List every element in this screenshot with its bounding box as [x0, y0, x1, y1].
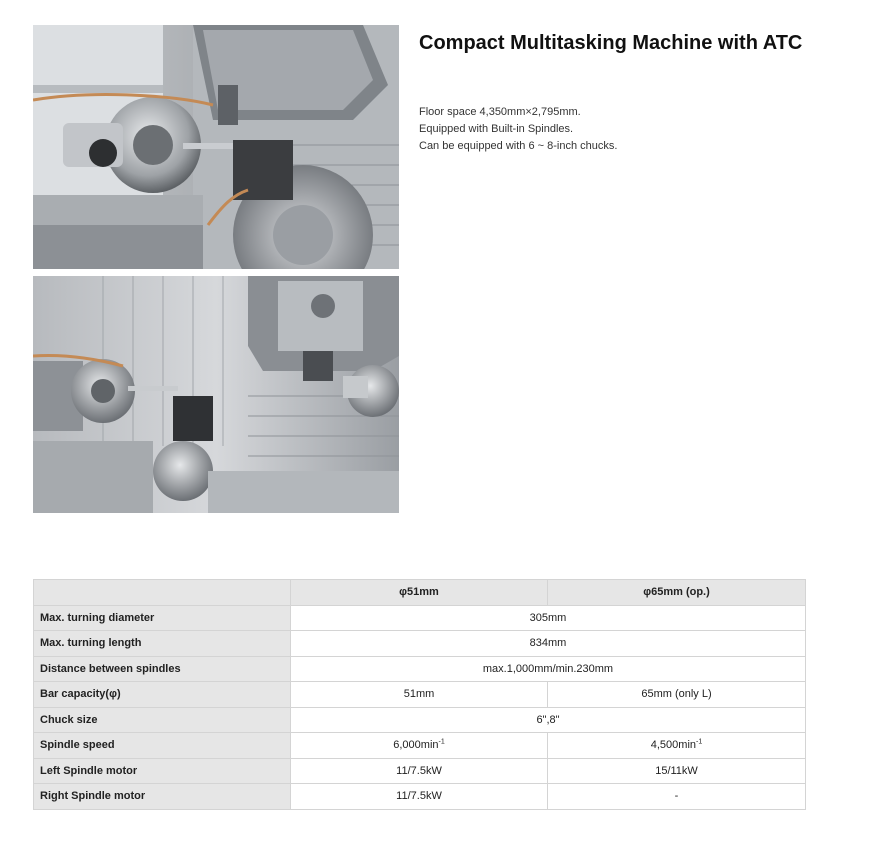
spec-label: Distance between spindles	[34, 656, 291, 682]
spec-value: 6",8"	[291, 707, 806, 733]
spec-label: Right Spindle motor	[34, 784, 291, 810]
spec-value: 15/11kW	[548, 758, 806, 784]
spec-value-exponent: -1	[438, 738, 445, 746]
table-row	[34, 682, 806, 708]
table-row	[34, 733, 806, 759]
table-row	[34, 784, 806, 810]
feature-floor-space: Floor space 4,350mm×2,795mm.	[419, 106, 581, 118]
spec-header-phi51: φ51mm	[291, 580, 548, 606]
spec-label: Spindle speed	[34, 733, 291, 759]
spec-header-corner	[34, 580, 291, 606]
spec-value-text: 6,000min	[393, 739, 439, 752]
spec-value: 11/7.5kW	[291, 758, 548, 784]
spec-value: -	[548, 784, 806, 810]
table-row	[34, 758, 806, 784]
spec-table	[33, 579, 806, 810]
spec-label: Max. turning length	[34, 631, 291, 657]
spec-label: Max. turning diameter	[34, 605, 291, 631]
spec-value: 51mm	[291, 682, 548, 708]
product-features	[419, 104, 859, 155]
spec-value: 65mm (only L)	[548, 682, 806, 708]
feature-chucks: Can be equipped with 6 ~ 8-inch chucks.	[419, 140, 618, 152]
spec-value: 305mm	[291, 605, 806, 631]
spec-header-phi65: φ65mm (op.)	[548, 580, 806, 606]
spec-value: 834mm	[291, 631, 806, 657]
spec-value	[548, 733, 806, 759]
spec-label: Chuck size	[34, 707, 291, 733]
spec-value: 11/7.5kW	[291, 784, 548, 810]
spec-label: Left Spindle motor	[34, 758, 291, 784]
table-row	[34, 656, 806, 682]
table-row	[34, 605, 806, 631]
spec-value-text: 4,500min	[650, 739, 697, 752]
table-row	[34, 631, 806, 657]
spec-value	[291, 733, 548, 759]
spec-header-row	[34, 580, 806, 606]
spec-label: Bar capacity(φ)	[34, 682, 291, 708]
product-title: Compact Multitasking Machine with ATC	[419, 32, 803, 54]
spec-value: max.1,000mm/min.230mm	[291, 656, 806, 682]
feature-spindles: Equipped with Built-in Spindles.	[419, 123, 574, 135]
machine-photo-bottom	[33, 276, 399, 513]
spec-value-exponent: -1	[696, 738, 703, 746]
machine-photo-top	[33, 25, 399, 269]
table-row	[34, 707, 806, 733]
